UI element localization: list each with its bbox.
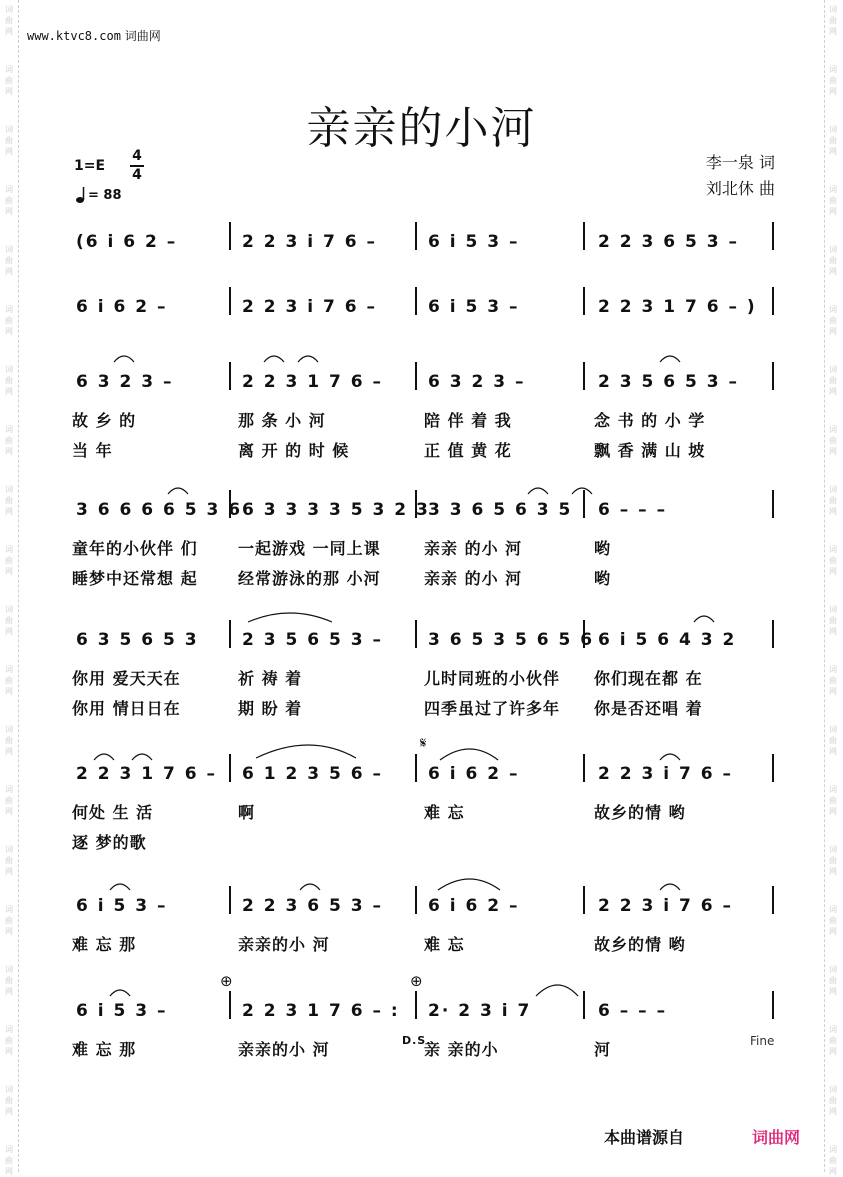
- bar-line: [772, 886, 774, 914]
- bar-line: [772, 490, 774, 518]
- lyric: 亲亲 的小 河: [424, 569, 523, 588]
- lyric: 哟: [594, 569, 612, 588]
- watermark-glyph: 词 曲 网: [829, 1145, 837, 1176]
- lyric: 那 条 小 河: [238, 411, 326, 430]
- watermark-glyph: 词 曲 网: [829, 845, 837, 876]
- watermark-glyph: 词 曲 网: [829, 245, 837, 276]
- lyric: 难 忘: [424, 935, 465, 954]
- measure: 2 3 5 6 5 3 –: [598, 372, 739, 392]
- measure: 6 i 6 2 –: [428, 764, 520, 784]
- lyric: 你是否还唱 着: [594, 699, 703, 718]
- watermark-glyph: 词 曲 网: [829, 725, 837, 756]
- lyric: 亲 亲的小: [424, 1040, 499, 1059]
- watermark-glyph: 词 曲 网: [829, 365, 837, 396]
- bar-line: [583, 222, 585, 250]
- lyric: 亲亲的小 河: [238, 935, 330, 954]
- lyric: 一起游戏 一同上课: [238, 539, 381, 558]
- watermark-glyph: 词 曲 网: [829, 125, 837, 156]
- lyric: 何处 生 活: [72, 803, 154, 822]
- watermark-glyph: 词 曲 网: [5, 1025, 13, 1056]
- bar-line: [772, 991, 774, 1019]
- footer-brand[interactable]: 词曲网: [752, 1128, 801, 1147]
- lyric: 童年的小伙伴 们: [72, 539, 198, 558]
- measure: 2 2 3 i 7 6 –: [242, 232, 377, 252]
- measure: 6 i 5 3 –: [428, 297, 520, 317]
- score-line: [0, 997, 843, 1117]
- composer: 刘北休 曲: [705, 179, 775, 198]
- lyric: 逐 梦的歌: [72, 833, 147, 852]
- watermark-glyph: 词 曲 网: [5, 785, 13, 816]
- watermark-glyph: 词 曲 网: [829, 545, 837, 576]
- lyric: 难 忘: [424, 803, 465, 822]
- measure: 2 2 3 i 7 6 –: [598, 764, 733, 784]
- watermark-glyph: 词 曲 网: [829, 425, 837, 456]
- fine-mark: Fine: [750, 1034, 775, 1048]
- watermark-glyph: 词 曲 网: [5, 365, 13, 396]
- watermark-glyph: 词 曲 网: [829, 605, 837, 636]
- watermark-glyph: 词 曲 网: [5, 545, 13, 576]
- watermark-glyph: 词 曲 网: [829, 965, 837, 996]
- measure: 6 i 6 2 –: [76, 297, 168, 317]
- bar-line: [772, 620, 774, 648]
- watermark-glyph: 词 曲 网: [829, 485, 837, 516]
- measure: 6 i 6 2 –: [428, 896, 520, 916]
- lyric: 祈 祷 着: [238, 669, 303, 688]
- watermark-glyph: 词 曲 网: [5, 1085, 13, 1116]
- ds-mark: D.S.: [402, 1034, 432, 1047]
- bar-line: [583, 362, 585, 390]
- bar-line: [415, 991, 417, 1019]
- measure: 6 3 2 3 –: [428, 372, 526, 392]
- lyric: 飘 香 满 山 坡: [594, 441, 706, 460]
- measure: 3 6 5 3 5 6 5 6: [428, 630, 595, 650]
- measure: 6 i 5 3 –: [76, 1001, 168, 1021]
- segno-mark: 𝄋: [420, 734, 427, 752]
- watermark-glyph: 词 曲 网: [829, 5, 837, 36]
- time-top: 4: [132, 148, 142, 164]
- lyric: 河: [594, 1040, 612, 1059]
- bar-line: [415, 222, 417, 250]
- time-bottom: 4: [132, 167, 142, 183]
- bar-line: [415, 620, 417, 648]
- measure: 2 2 3 i 7 6 –: [598, 896, 733, 916]
- measure: 6 i 5 6 4 3 2: [598, 630, 737, 650]
- bar-line: [583, 991, 585, 1019]
- bar-line: [583, 754, 585, 782]
- bar-line: [583, 490, 585, 518]
- watermark-glyph: 词 曲 网: [829, 1025, 837, 1056]
- bar-line: [772, 222, 774, 250]
- bar-line: [583, 886, 585, 914]
- watermark-glyph: 词 曲 网: [829, 185, 837, 216]
- lyric: 经常游泳的那 小河: [238, 569, 381, 588]
- lyric: 念 书 的 小 学: [594, 411, 706, 430]
- lyric: 亲亲 的小 河: [424, 539, 523, 558]
- lyricist: 李一泉 词: [705, 153, 775, 172]
- bar-line: [229, 362, 231, 390]
- site-name[interactable]: 词曲网: [124, 29, 161, 43]
- lyric: 亲亲的小 河: [238, 1040, 330, 1059]
- measure: 6 i 5 3 –: [76, 896, 168, 916]
- watermark-glyph: 词 曲 网: [5, 605, 13, 636]
- measure: 2 3 5 6 5 3 –: [242, 630, 383, 650]
- bar-line: [229, 886, 231, 914]
- measure: 2 2 3 6 5 3 –: [242, 896, 383, 916]
- watermark-glyph: 词 曲 网: [5, 965, 13, 996]
- lyric: 儿时同班的小伙伴: [424, 669, 561, 688]
- watermark-glyph: 词 曲 网: [5, 665, 13, 696]
- watermark-glyph: 词 曲 网: [829, 905, 837, 936]
- key-signature: 1=E: [74, 158, 106, 174]
- measure: 6 1 2 3 5 6 –: [242, 764, 383, 784]
- lyric: 你用 情日日在: [72, 699, 181, 718]
- measure: 6 3 2 3 –: [76, 372, 174, 392]
- footer-source: 本曲谱源自: [604, 1128, 685, 1147]
- measure: 6 – – –: [598, 500, 668, 520]
- watermark-glyph: 词 曲 网: [5, 305, 13, 336]
- song-title: 亲亲的小河: [306, 103, 537, 154]
- bar-line: [772, 754, 774, 782]
- score-line: [0, 626, 843, 746]
- score-line: [0, 892, 843, 1012]
- bar-line: [229, 287, 231, 315]
- measure: 6 3 5 6 5 3: [76, 630, 199, 650]
- lyric: 正 值 黄 花: [424, 441, 512, 460]
- measure: 2 2 3 1 7 6 –: [242, 372, 383, 392]
- lyric: 故乡的情 哟: [594, 803, 686, 822]
- lyric: 睡梦中还常想 起: [72, 569, 198, 588]
- watermark-glyph: 词 曲 网: [829, 1085, 837, 1116]
- watermark-glyph: 词 曲 网: [5, 845, 13, 876]
- lyric: 难 忘 那: [72, 1040, 137, 1059]
- measure: 2 2 3 1 7 6 – ): [598, 297, 757, 317]
- coda-mark-2: ⊕: [410, 972, 423, 990]
- lyric: 离 开 的 时 候: [238, 441, 350, 460]
- bar-line: [583, 287, 585, 315]
- measure: 6 3 3 3 3 5 3 2 3: [242, 500, 430, 520]
- watermark-glyph: 词 曲 网: [829, 785, 837, 816]
- lyric: 哟: [594, 539, 612, 558]
- watermark-glyph: 词 曲 网: [829, 665, 837, 696]
- watermark-glyph: 词 曲 网: [5, 905, 13, 936]
- bar-line: [229, 222, 231, 250]
- lyric: 期 盼 着: [238, 699, 303, 718]
- tempo-value: = 88: [88, 187, 122, 203]
- lyric: 你用 爱天天在: [72, 669, 181, 688]
- score-line: [0, 368, 843, 488]
- bar-line: [229, 754, 231, 782]
- measure: (6 i 6 2 –: [76, 232, 178, 252]
- measure: 6 i 5 3 –: [428, 232, 520, 252]
- bar-line: [772, 362, 774, 390]
- bar-line: [229, 620, 231, 648]
- watermark-glyph: 词 曲 网: [5, 245, 13, 276]
- measure: 2 2 3 6 5 3 –: [598, 232, 739, 252]
- lyric: 你们现在都 在: [594, 669, 703, 688]
- score-line: [0, 496, 843, 616]
- watermark-glyph: 词 曲 网: [829, 305, 837, 336]
- watermark-glyph: 词 曲 网: [5, 725, 13, 756]
- score-line: [0, 760, 843, 880]
- measure: 2 2 3 i 7 6 –: [242, 297, 377, 317]
- bar-line: [415, 886, 417, 914]
- coda-mark: ⊕: [220, 972, 233, 990]
- watermark-glyph: 词 曲 网: [829, 65, 837, 96]
- lyric: 难 忘 那: [72, 935, 137, 954]
- measure: 3 3 6 5 6 3 5: [428, 500, 573, 520]
- measure: 3 6 6 6 6 5 3 6: [76, 500, 243, 520]
- measure: 2 2 3 1 7 6 –: [76, 764, 217, 784]
- lyric: 故乡的情 哟: [594, 935, 686, 954]
- measure: 2 2 3 1 7 6 – :: [242, 1001, 400, 1021]
- lyric: 故 乡 的: [72, 411, 137, 430]
- watermark-glyph: 词 曲 网: [5, 65, 13, 96]
- measure: 6 – – –: [598, 1001, 668, 1021]
- watermark-glyph: 词 曲 网: [5, 185, 13, 216]
- bar-line: [772, 287, 774, 315]
- watermark-glyph: 词 曲 网: [5, 485, 13, 516]
- site-url[interactable]: www.ktvc8.com: [27, 29, 121, 43]
- watermark-glyph: 词 曲 网: [5, 425, 13, 456]
- watermark-glyph: 词 曲 网: [5, 1145, 13, 1176]
- lyric: 当 年: [72, 441, 113, 460]
- bar-line: [415, 754, 417, 782]
- measure: 2· 2 3 i 7: [428, 1001, 532, 1021]
- watermark-glyph: 词 曲 网: [5, 5, 13, 36]
- bar-line: [415, 362, 417, 390]
- lyric: 陪 伴 着 我: [424, 411, 512, 430]
- lyric: 啊: [238, 803, 256, 822]
- lyric: 四季虽过了许多年: [424, 699, 561, 718]
- watermark-glyph: 词 曲 网: [5, 125, 13, 156]
- bar-line: [229, 991, 231, 1019]
- bar-line: [415, 287, 417, 315]
